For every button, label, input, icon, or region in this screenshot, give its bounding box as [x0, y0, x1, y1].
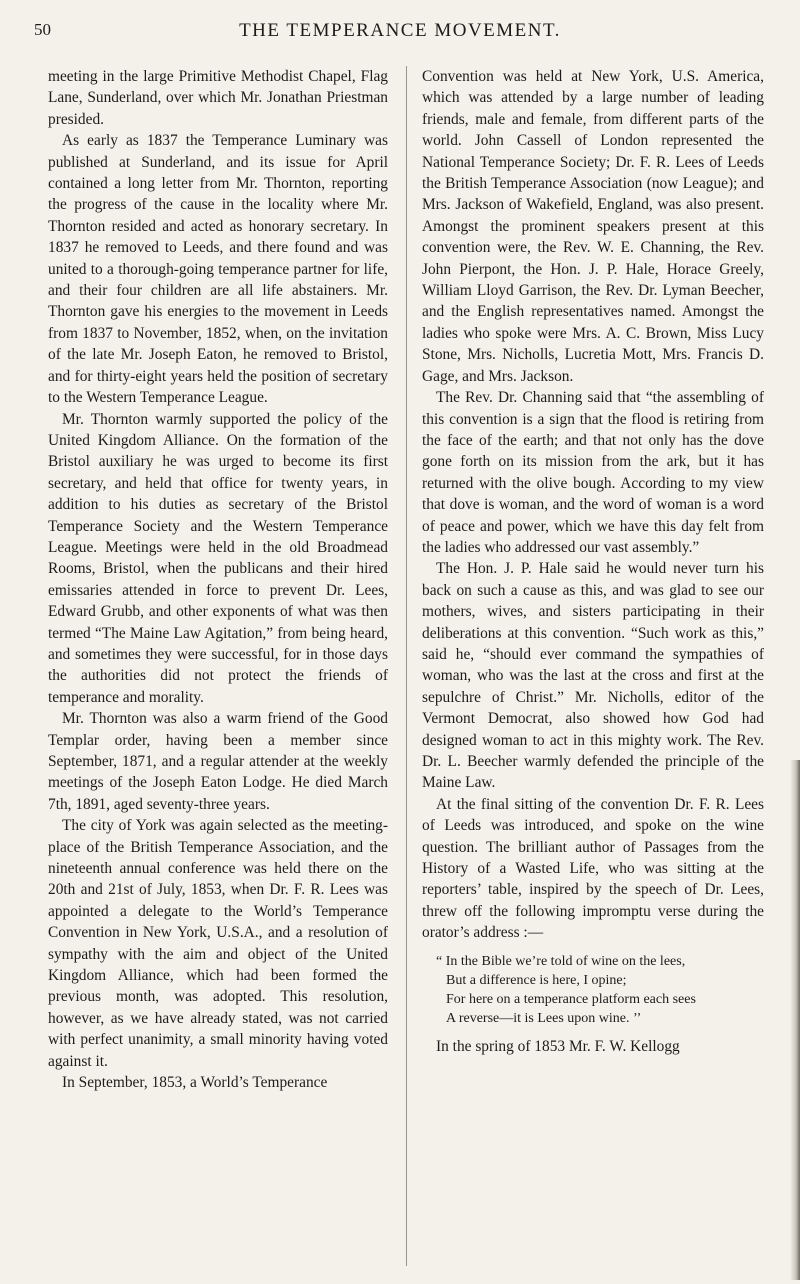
paragraph: In September, 1853, a World’s Temperance — [62, 1074, 328, 1092]
paragraph: At the final sitting of the convention Dr. F. R. Lees of Leeds was introduced, and spoke on the wine question. The brilliant author of Passages from the History of a Wasted Life, who was sitting at the reporters’ table, inspired by the speech of Dr. Lees, threw off the following impromptu verse during the orator’s address :— — [422, 795, 764, 942]
paragraph: meeting in the large Primitive Methodist Chapel, Flag Lane, Sunderland, over which Mr. Jonathan Priestman presided. — [48, 68, 388, 128]
verse-line: A reverse—it is Lees upon wine. ’’ — [446, 1010, 642, 1026]
verse-line: But a difference is here, I opine; — [446, 972, 627, 988]
right-column — [422, 66, 764, 1057]
paragraph: The Rev. Dr. Channing said that “the assembling of this convention is a sign that the flood is retiring from the face of the earth; and that not only has the dove gone forth on its mission from the ark, but it has returned with the olive bough. According to my view that dove is woman, and the word of woman is a word of peace and power, which we have this day felt from the ladies who addressed our vast assembly.” — [422, 389, 764, 556]
paragraph: As early as 1837 the Temperance Luminary was published at Sunderland, and its issue for April contained a long letter from Mr. Thornton, reporting the progress of the cause in the locality where Mr. Thornton resided and acted as honorary secretary. In 1837 he removed to Leeds, and there found and was united to a thorough-going temperance partner for life, and their four children are all life abstainers. Mr. Thornton gave his energies to the movement in Leeds from 1837 to November, 1852, when, on the invitation of the late Mr. Joseph Eaton, he removed to Bristol, and for thirty-eight years held the position of secretary to the Western Temperance League. — [48, 132, 388, 407]
paragraph: The city of York was again selected as the meeting-place of the British Temperance Association, and the nineteenth annual conference was held there on the 20th and 21st of July, 1853, when Dr. F. R. Lees was appointed a delegate to the World’s Temperance Convention in New York, U.S.A., and a resolution of sympathy with the aim and object of the United Kingdom Alliance, which had been formed the previous month, was adopted. This resolution, however, as we have already stated, was not carried with perfect unanimity, a small minority having voted against it. — [48, 817, 388, 1070]
paragraph: The Hon. J. P. Hale said he would never turn his back on such a cause as this, and was glad to see our mothers, wives, and sisters participating in their deliberations at this convention. “Such work as this,” said he, “should ever command the sympathies of woman, who was the last at the cross and first at the sepulchre of Christ.” Mr. Nicholls, editor of the Vermont Democrat, also showed how God had designed woman to act in this mighty work. The Rev. Dr. L. Beecher warmly defended the principle of the Maine Law. — [422, 560, 764, 792]
impromptu-verse — [436, 952, 764, 1028]
left-column — [48, 66, 388, 1094]
paragraph: Mr. Thornton warmly supported the policy of the United Kingdom Alliance. On the formation of the Bristol auxiliary he was urged to become its first secretary, and held that office for twenty years, in addition to his duties as secretary of the Bristol Temperance Society and the Western Temperance League. Meetings were held in the old Broadmead Rooms, Bristol, when the publicans and their hired emissaries attended in force to prevent Dr. Lees, Edward Grubb, and other exponents of what was then termed “The Maine Law Agitation,” from being heard, and sometimes they were successful, for in those days the authorities did not protect the friends of temperance and morality. — [48, 410, 388, 706]
page-edge-shadow — [790, 760, 800, 1280]
page-header — [20, 20, 780, 46]
verse-line: “ In the Bible we’re told of wine on the lees, — [436, 953, 686, 969]
page-number: 50 — [34, 20, 51, 39]
paragraph: Mr. Thornton was also a warm friend of the Good Templar order, having been a member since September, 1871, and a regular attender at the weekly meetings of the Joseph Eaton Lodge. He died March 7th, 1891, aged seventy-three years. — [48, 710, 388, 813]
verse-line: For here on a temperance platform each sees — [446, 991, 696, 1007]
paragraph: In the spring of 1853 Mr. F. W. Kellogg — [436, 1037, 680, 1055]
column-divider — [406, 66, 407, 1266]
paragraph: Convention was held at New York, U.S. America, which was attended by a large number of leading friends, male and female, from different parts of the world. John Cassell of London represented the National Temperance Society; Dr. F. R. Lees of Leeds the British Temperance Association (now League); and Mrs. Jackson of Wakefield, England, was also present. Amongst the prominent speakers present at this convention were, the Rev. W. E. Channing, the Rev. John Pierpont, the Hon. J. P. Hale, Horace Greely, William Lloyd Garrison, the Rev. Dr. Lyman Beecher, and the English representatives named. Amongst the ladies who spoke were Mrs. A. C. Brown, Miss Lucy Stone, Mrs. Nicholls, Lucretia Mott, Mrs. Francis D. Gage, and Mrs. Jackson. — [422, 68, 764, 385]
running-title: THE TEMPERANCE MOVEMENT. — [239, 20, 561, 41]
